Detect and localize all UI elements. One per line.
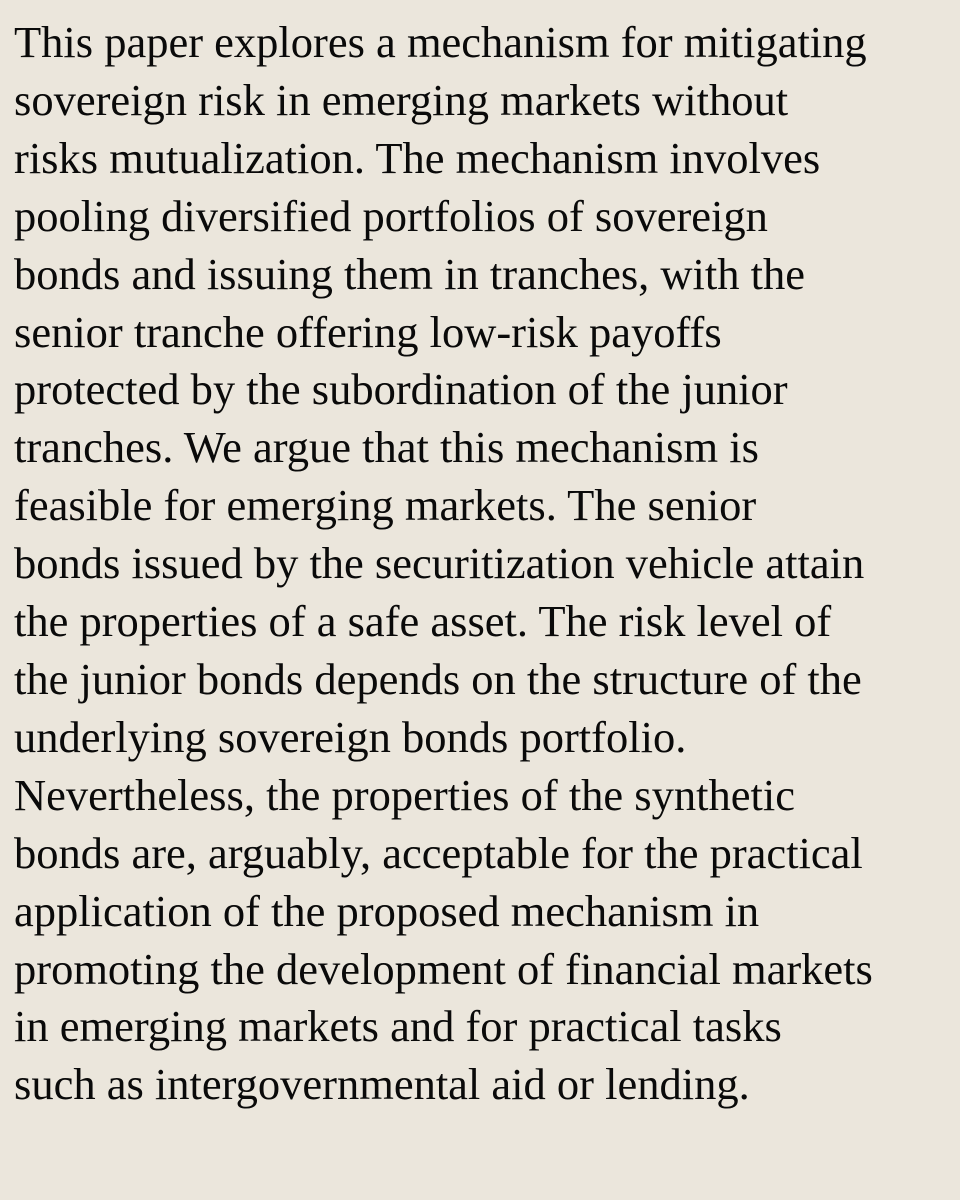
abstract-line: bonds and issuing them in tranches, with the [14,248,806,299]
abstract-line: sovereign risk in emerging markets without [14,74,789,125]
abstract-line: protected by the subordination of the junior [14,364,788,415]
abstract-line: risks mutualization. The mechanism involves [14,132,821,183]
abstract-line: senior tranche offering low-risk payoffs [14,306,722,357]
abstract-line: application of the proposed mechanism in [14,885,760,936]
abstract-line: promoting the development of financial markets [14,943,873,994]
abstract-line: pooling diversified portfolios of sovereign [14,190,768,241]
abstract-line: tranches. We argue that this mechanism is [14,422,759,473]
abstract-line: the properties of a safe asset. The risk level of [14,596,832,647]
abstract-line: feasible for emerging markets. The senior [14,480,757,531]
abstract-line: the junior bonds depends on the structure of the [14,653,862,704]
abstract-line: Nevertheless, the properties of the synthetic [14,769,795,820]
abstract-paragraph [14,14,946,1114]
abstract-line: bonds issued by the securitization vehicle attain [14,538,865,589]
abstract-line: in emerging markets and for practical tasks [14,1001,782,1052]
abstract-line: bonds are, arguably, acceptable for the practical [14,827,863,878]
abstract-line: This paper explores a mechanism for mitigating [14,17,867,67]
abstract-line: underlying sovereign bonds portfolio. [14,711,687,762]
abstract-line: such as intergovernmental aid or lending. [14,1059,750,1110]
